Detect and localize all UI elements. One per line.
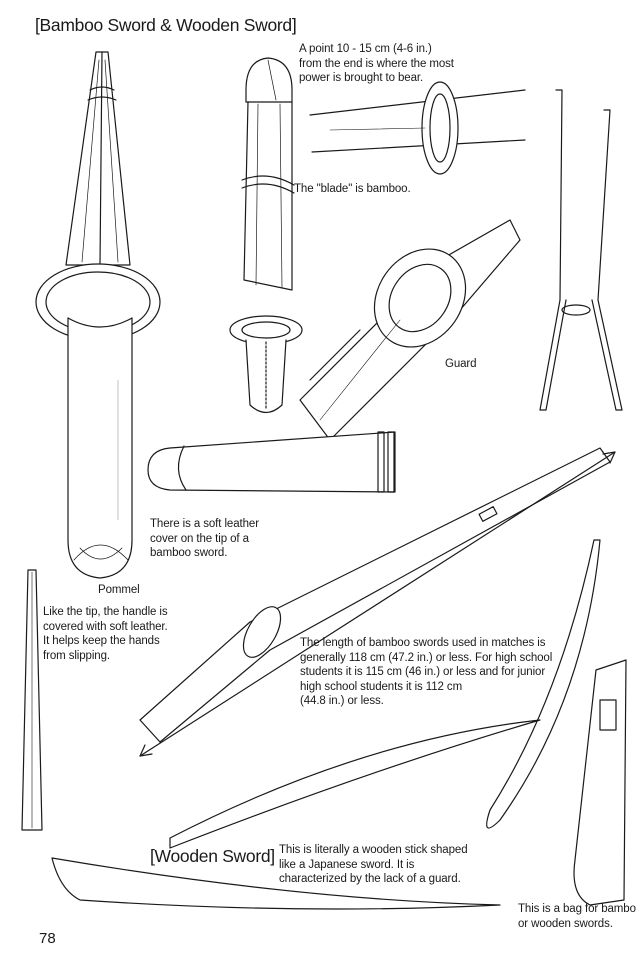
handle-caption: Like the tip, the handle is covered with soft leather. It helps keep the hands from slipping. bbox=[43, 606, 168, 662]
guard-label: Guard bbox=[445, 358, 477, 370]
sword-tip-drawing bbox=[230, 58, 302, 413]
page-number: 78 bbox=[39, 930, 56, 947]
wooden-sword-heading: [Wooden Sword] bbox=[150, 846, 275, 866]
guard-closeup-drawing bbox=[300, 220, 520, 440]
crossed-swords-drawing bbox=[540, 90, 622, 410]
horizontal-sword-tip-drawing bbox=[148, 432, 395, 492]
power-point-caption: A point 10 - 15 cm (4-6 in.) from the end is where the most power is brought to bear. bbox=[299, 43, 454, 84]
wooden-sword-caption: This is literally a wooden stick shaped like a Japanese sword. It is characterized by the lack of a guard. bbox=[279, 844, 468, 885]
blade-caption: The "blade" is bamboo. bbox=[294, 183, 411, 195]
pommel-label: Pommel bbox=[98, 584, 140, 596]
length-caption: The length of bamboo swords used in matches is generally 118 cm (47.2 in.) or less. For high school students it is 115 cm (46 in.) or less and for junior high school students it is 112 cm (44.8 in.) or less. bbox=[300, 637, 553, 707]
bag-caption: This is a bag for bambo or wooden swords. bbox=[518, 903, 636, 930]
small-bamboo-sword-drawing bbox=[22, 570, 42, 830]
large-bamboo-sword-drawing bbox=[36, 52, 160, 578]
leather-tip-caption: There is a soft leather cover on the tip of a bamboo sword. bbox=[150, 518, 259, 559]
bamboo-sword-heading: [Bamboo Sword & Wooden Sword] bbox=[35, 15, 297, 35]
guard-detail-upper bbox=[310, 82, 525, 174]
sword-bag-drawing bbox=[574, 660, 626, 905]
